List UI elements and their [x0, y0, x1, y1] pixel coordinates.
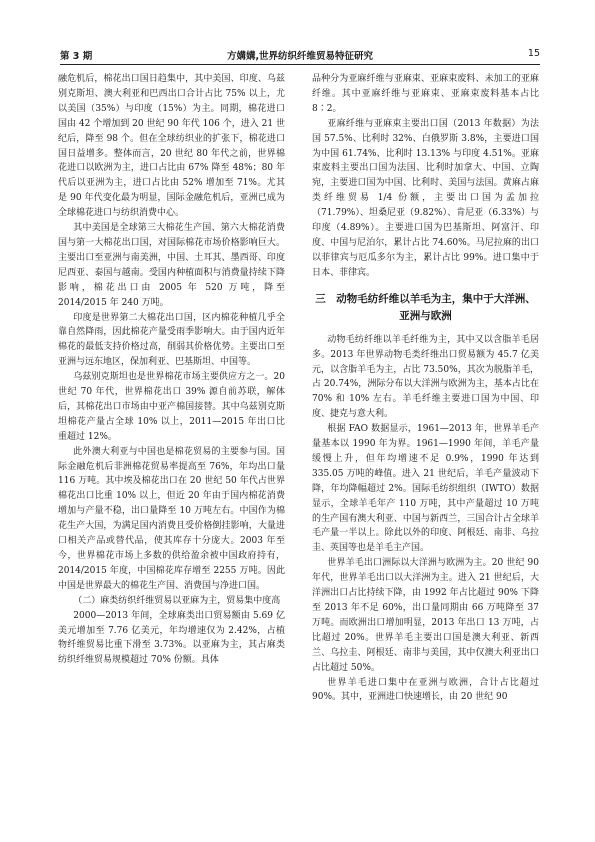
- paragraph-continued: 融危机后，棉花出口国日趋集中，其中美国、印度、乌兹别克斯坦、澳大利亚和巴西出口合计占比 75% 以上，尤以美国（35%）与印度（15%）为主。同期，棉花进口国由 42 个增加到 20 世纪 90 年代 106 个，进入 21 世纪后，降至 98 个。但在全球纺织业的扩张下，棉花进口国日益增多。整体而言，20 世纪 80 年代之前，世界棉花进口以欧洲为主，进口占比由 67% 降至 48%；80 年代后以亚洲为主，进口占比由 52% 增加至 71%。尤其是 90 年代变化最为明显，国际金融危机后，亚洲已成为全球棉花进口与纺织消费中心。: [58, 74, 285, 219]
- paragraph: 根据 FAO 数据显示，1961—2013 年，世界羊毛产量基本以 1990 年为界。1961—1990 年间，羊毛产量缓慢上升，但年均增速不足 0.9%，1990 年达到 335.05 万吨的峰值。进入 21 世纪后，羊毛产量波动下降，年均降幅超过 2%。国际毛纺织组织（IWTO）数据显示，全球羊毛年产 110 万吨，其中产量超过 10 万吨的生产国有澳大利亚、中国与新西兰，三国合计占全球羊毛产量一半以上。除此以外的印度、阿根廷、南非、乌拉圭、英国等也是羊毛主产国。: [312, 424, 539, 554]
- paragraph: 世界羊毛进口集中在亚洲与欧洲，合计占比超过 90%。其中，亚洲进口快速增长，由 20 世纪 90: [312, 677, 539, 703]
- running-header: [60, 48, 540, 62]
- paragraph-continued: 品种分为亚麻纤维与亚麻束、亚麻束废料、未加工的亚麻纤维。其中亚麻纤维与亚麻束、亚麻束废料基本占比 8∶2。: [312, 74, 539, 114]
- paragraph: 2000—2013 年间，全球麻类出口贸易额由 5.69 亿美元增加至 7.76 亿美元，年均增速仅为 2.42%，占植物纤维贸易比重下滑至 3.73%。以亚麻为主，其占麻类纺织纤维贸易规模超过 70% 份额。具体: [58, 610, 285, 666]
- header-rule: [60, 64, 540, 65]
- right-column: [312, 72, 539, 797]
- paragraph: 世界羊毛出口洲际以大洋洲与欧洲为主。20 世纪 90 年代，世界羊毛出口以大洋洲为主。进入 21 世纪后，大洋洲出口占比持续下降，由 1992 年占比超过 90% 下降至 2013 年不足 60%，出口量同期由 66 万吨降至 37 万吨。而欧洲出口增加明显，2013 年出口 13 万吨，占比超过 20%。世界羊毛主要出口国是澳大利亚、新西兰、乌拉圭、阿根廷、南非与美国，其中仅澳大利亚出口占比超过 50%。: [312, 558, 539, 673]
- paragraph: 动物毛纺纤维以羊毛纤维为主，其中又以含脂羊毛居多。2013 年世界动物毛类纤维出口贸易额为 45.7 亿美元，以含脂羊毛为主，占比 73.50%，其次为脱脂羊毛，占 20.74%，洲际分布以大洋洲与欧洲为主，基本占比在 70% 和 10% 左右。羊毛纤维主要进口国为中国、印度、捷克与意大利。: [312, 334, 539, 420]
- running-title: 方媾媾,世界纺织纤维贸易特征研究: [226, 51, 374, 62]
- section-heading: 三 动物毛纺纤维以羊毛为主，集中于大洋洲、亚洲与欧洲: [315, 292, 536, 322]
- paragraph: 此外澳大利亚与中国也是棉花贸易的主要参与国。国际金融危机后非洲棉花贸易率提高至 76%，年均出口量 116 万吨。其中埃及棉花出口在 20 世纪 50 年代占世界棉花出口比重 10% 以上，但近 20 年由于国内棉花消费增加与产量不稳，出口量降至 10 万吨左右。中国作为棉花生产大国，为满足国内消费且受价格倒挂影响，大量进口相关产品或替代品，使其库存十分庞大。2003 年至今，世界棉花市场上多数的供给盈余被中国政府持有，2014/2015 年度，中国棉花库存增至 2255 万吨。因此中国是世界最大的棉花生产国、消费国与净进口国。: [58, 446, 285, 591]
- issue-number: 第 3 期: [60, 51, 93, 62]
- left-column: [58, 72, 285, 797]
- page-number: 15: [527, 48, 540, 59]
- paragraph: 乌兹别克斯坦也是世界棉花市场主要供应方之一。20 世纪 70 年代，世界棉花出口 39% 源自前苏联，解体后，其棉花出口市场由中亚产棉国接替。其中乌兹别克斯坦棉花产量占全球 10% 以上，2011—2015 年出口比重超过 12%。: [58, 372, 285, 442]
- paragraph: 亚麻纤维与亚麻束主要出口国（2013 年数据）为法国 57.5%、比利时 32%、白俄罗斯 3.8%，主要进口国为中国 61.74%、比利时 13.13% 与印度 4.51%。亚麻束废料主要出口国为法国、比利时加拿大、中国、立陶宛，主要进口国为中国、比利时、美国与法国。黄麻占麻类纤维贸易 1/4 份额，主要出口国为孟加拉（71.79%）、坦桑尼亚（9.82%）、肯尼亚（6.33%）与印度（4.89%）。主要进口国为巴基斯坦、阿富汗、印度、中国与尼泊尔，累计占比 74.60%。马尼拉麻的出口以菲律宾与厄瓜多尔为主，累计占比 99%。进口集中于日本、菲律宾。: [312, 118, 539, 278]
- subsection-heading: （二）麻类纺织纤维贸易以亚麻为主，贸易集中度高: [73, 595, 281, 606]
- paragraph: 其中美国是全球第三大棉花生产国、第六大棉花消费国与第一大棉花出口国，对国际棉花市场价格影响巨大。主要出口至亚洲与南美洲，中国、土耳其、墨西哥、印度尼西亚、泰国与越南。受国内种植面积与消费量持续下降影响，棉花出口由 2005 年 520 万吨，降至 2014/2015 年 240 万吨。: [58, 223, 285, 308]
- paragraph: 印度是世界第二大棉花出口国，区内棉花种植几乎全靠自然降雨，因此棉花产量受雨季影响大。由于国内近年棉花的最低支持价格过高，削弱其价格优势。主要出口至亚洲与远东地区，保加利亚、巴基斯坦、中国等。: [58, 312, 285, 368]
